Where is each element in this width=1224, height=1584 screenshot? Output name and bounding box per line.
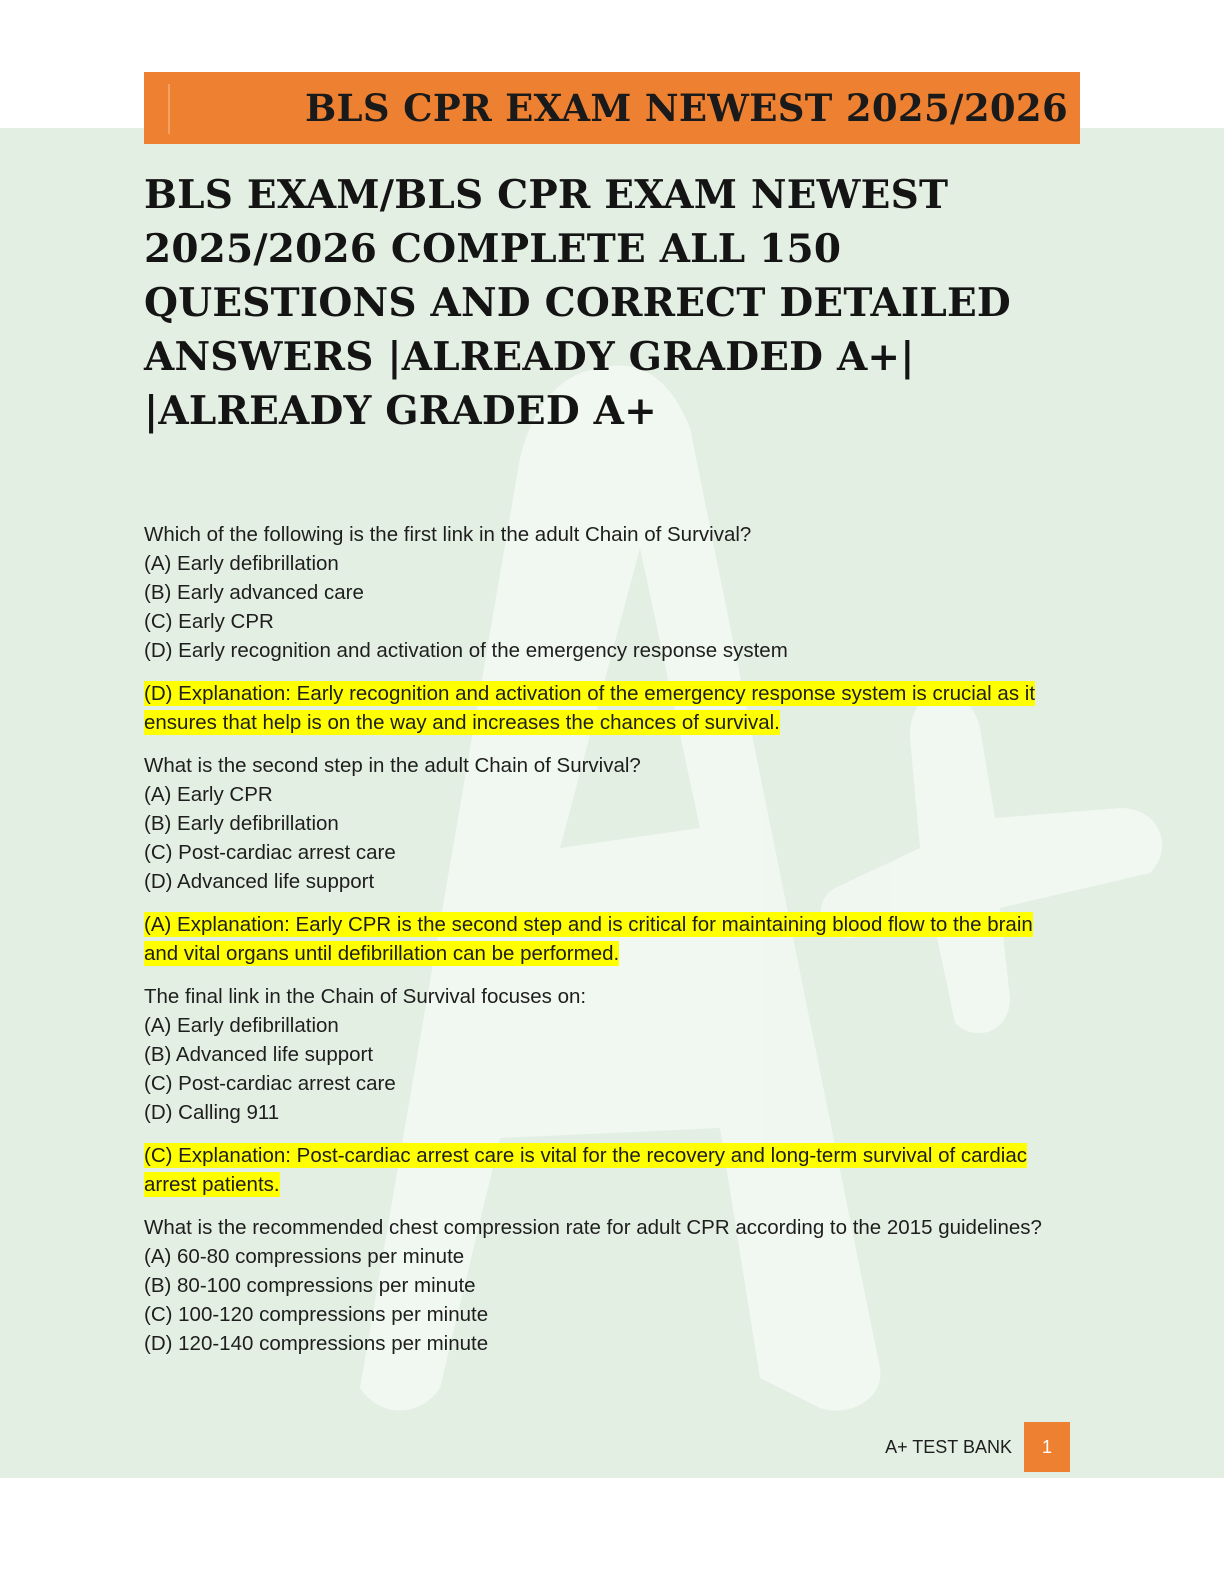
answer-option-c: (C) Post-cardiac arrest care (144, 841, 396, 864)
banner-title: BLS CPR EXAM NEWEST 2025/2026 (304, 86, 1068, 130)
question-block-3 (144, 982, 1049, 1199)
answer-option-a: (A) Early defibrillation (144, 1014, 339, 1037)
answer-explanation (144, 910, 1049, 968)
page-number-badge: 1 (1024, 1422, 1070, 1472)
answer-option-c: (C) Early CPR (144, 610, 274, 633)
highlighted-explanation-text: (D) Explanation: Early recognition and activation of the emergency response system is crucial as it ensures that help is on the way and increases the chances of survival. (144, 682, 1036, 734)
answer-option-c: (C) Post-cardiac arrest care (144, 1072, 396, 1095)
question-text: Which of the following is the first link in the adult Chain of Survival? (144, 523, 752, 546)
answer-option-d: (D) 120-140 compressions per minute (144, 1332, 489, 1355)
question-text: What is the second step in the adult Chain of Survival? (144, 754, 641, 777)
answer-option-b: (B) Early advanced care (144, 581, 364, 604)
footer-label: A+ TEST BANK (885, 1437, 1012, 1457)
question-block-2 (144, 751, 1049, 968)
question-block-4 (144, 1213, 1049, 1358)
header-banner (144, 72, 1080, 144)
answer-option-b: (B) 80-100 compressions per minute (144, 1274, 476, 1297)
answer-option-b: (B) Advanced life support (144, 1043, 374, 1066)
answer-option-d: (D) Advanced life support (144, 870, 375, 893)
answer-option-a: (A) Early CPR (144, 783, 273, 806)
highlighted-explanation-text: (C) Explanation: Post-cardiac arrest care is vital for the recovery and long-term survival of cardiac arrest patients. (144, 1144, 1027, 1196)
answer-explanation (144, 679, 1049, 737)
questions-section (144, 520, 1049, 1372)
answer-option-a: (A) 60-80 compressions per minute (144, 1245, 465, 1268)
question-text: The final link in the Chain of Survival focuses on: (144, 985, 587, 1008)
document-title: BLS EXAM/BLS CPR EXAM NEWEST 2025/2026 COMPLETE ALL 150 QUESTIONS AND CORRECT DETAILED ANSWERS |ALREADY GRADED A+| |ALREADY GRADED A+ (144, 172, 1011, 434)
answer-option-d: (D) Early recognition and activation of the emergency response system (144, 639, 788, 662)
answer-option-c: (C) 100-120 compressions per minute (144, 1303, 489, 1326)
highlighted-explanation-text: (A) Explanation: Early CPR is the second step and is critical for maintaining blood flow to the brain and vital organs until defibrillation can be performed. (144, 913, 1033, 965)
answer-explanation (144, 1141, 1049, 1199)
answer-option-d: (D) Calling 911 (144, 1101, 280, 1124)
banner-accent-line (168, 84, 170, 134)
question-text: What is the recommended chest compression rate for adult CPR according to the 2015 guidelines? (144, 1216, 1042, 1239)
question-block-1 (144, 520, 1049, 737)
answer-option-b: (B) Early defibrillation (144, 812, 339, 835)
answer-option-a: (A) Early defibrillation (144, 552, 339, 575)
